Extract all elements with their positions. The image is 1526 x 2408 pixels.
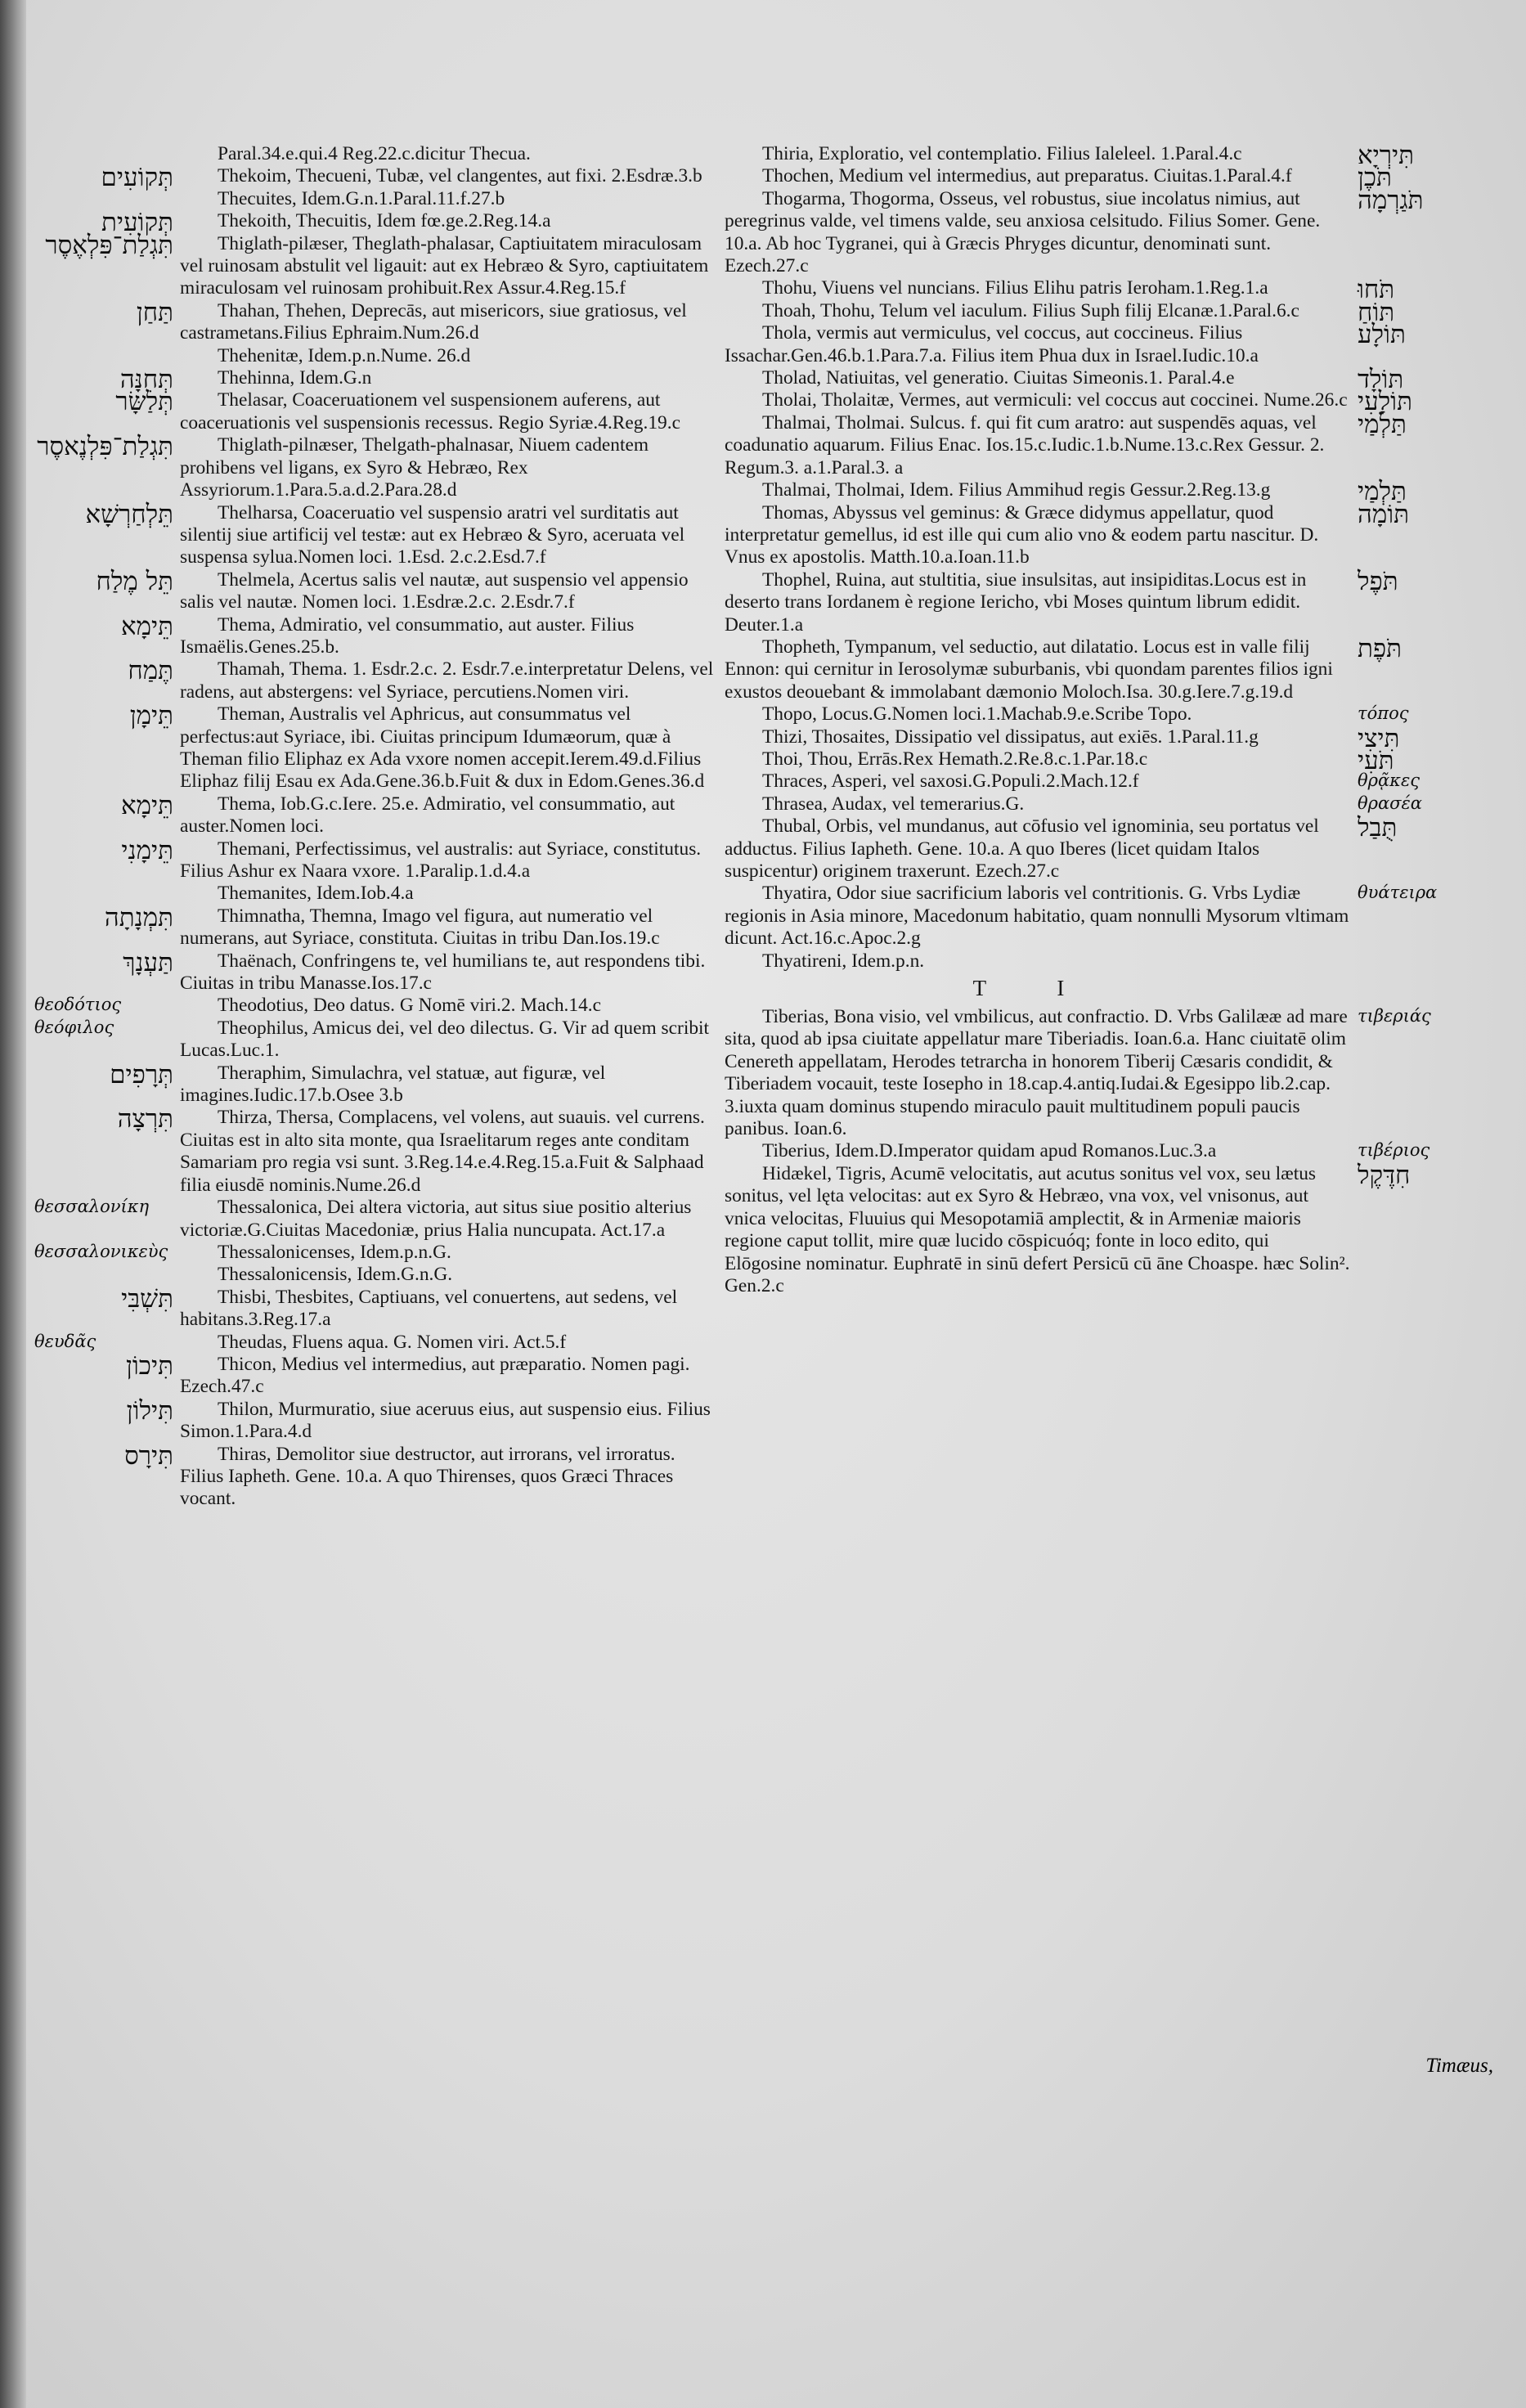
hebrew-headword: תִּרְצָה	[117, 1104, 173, 1134]
hebrew-headword: תּוֹלָעִי	[1358, 387, 1413, 417]
catchword: Timæus,	[1425, 2055, 1493, 2077]
greek-headword: τιβεριάς	[1358, 1006, 1431, 1027]
entry-text: Thizi, Thosaites, Dissipatio vel dissipatus, aut exiēs. 1.Paral.11.g	[762, 726, 1259, 748]
hebrew-headword: תּוֹחַ	[1358, 297, 1395, 327]
entry-text: Thekoith, Thecuitis, Idem fœ.ge.2.Reg.14.a	[218, 210, 551, 232]
dictionary-entry	[33, 1242, 720, 1264]
greek-headword: θρᾷκες	[1358, 770, 1420, 791]
entry-text: Thophel, Ruina, aut stultitia, siue insulsitas, aut insipiditas.Locus est in deserto trans Iordanem è regione Iericho, vbi Moses quintum librum edidit. Deuter.1.a	[725, 568, 1307, 636]
dictionary-entry	[33, 163, 720, 193]
entry-text: Tholad, Natiuitas, vel generatio. Ciuitas Simeonis.1. Paral.4.e	[762, 367, 1235, 389]
page-gutter	[0, 0, 26, 2408]
dictionary-entry	[33, 1264, 720, 1286]
dictionary-entry	[720, 703, 1510, 726]
entry-text: Thekoim, Thecueni, Tubæ, vel clangentes, aut fixi. 2.Esdræ.3.b	[218, 165, 702, 187]
dictionary-entry	[33, 1104, 720, 1197]
hebrew-headword: תִּגְלַת־פִּלְאֶסֶר	[45, 230, 173, 260]
hebrew-headword: תֹּעִי	[1358, 745, 1394, 775]
hebrew-headword: תַּלְמַי	[1358, 409, 1407, 439]
dictionary-entry	[33, 995, 720, 1017]
hebrew-headword: תִּירָס	[124, 1440, 173, 1471]
dictionary-entry	[720, 275, 1510, 305]
dictionary-entry	[33, 1018, 720, 1062]
entry-text: Thaënach, Confringens te, vel humilians te, aut respondens tibi. Ciuitas in tribu Manasse.Ios.17.c	[180, 950, 706, 995]
dictionary-entry	[720, 793, 1510, 815]
hebrew-headword: תְּקוֹעִית	[101, 208, 173, 238]
dictionary-entry	[720, 950, 1510, 973]
hebrew-headword: תֵּימָן	[129, 701, 173, 731]
entry-text: Thelharsa, Coaceruatio vel suspensio aratri vel surditatis aut silentij siue artificij vel testæ: aut ex Hebræo & Syro, aceruata vel suspensa sylua.Nomen loci. 1.Esd. 2.c.2.Esd.7.f	[180, 501, 685, 568]
hebrew-headword: תֹּחוּ	[1358, 275, 1395, 305]
dictionary-entry	[720, 141, 1510, 170]
dictionary-entry	[720, 633, 1510, 703]
entry-text: Thema, Admiratio, vel consummatio, aut auster. Filius Ismaëlis.Genes.25.b.	[180, 613, 635, 658]
dictionary-entry	[33, 143, 720, 165]
dictionary-entry	[33, 208, 720, 238]
dictionary-entry	[720, 322, 1510, 367]
greek-headword: θεοδότιος	[34, 995, 122, 1015]
dictionary-entry	[33, 1350, 720, 1399]
entry-text: Thelasar, Coaceruationem vel suspensionem auferens, aut coaceruationis vel suspensionis recessus. Regio Syriæ.4.Reg.19.c	[180, 389, 680, 434]
hebrew-headword: תִּשְׁבִּי	[121, 1283, 173, 1314]
greek-headword: θυάτειρα	[1358, 883, 1438, 903]
dictionary-entry	[720, 1140, 1510, 1162]
entry-text: Thilon, Murmuratio, siue aceruus eius, aut suspensio eius. Filius Simon.1.Para.4.d	[180, 1398, 711, 1443]
hebrew-headword: תִּילוֹן	[126, 1395, 173, 1426]
entry-text: Thelmela, Acertus salis vel nautæ, aut suspensio vel appensio salis vel nautæ. Nomen loci. 1.Esdræ.2.c. 2.Esdr.7.f	[180, 568, 689, 613]
entry-text: Themani, Perfectissimus, vel australis: aut Syriace, constitutus. Filius Ashur ex Naara vxore. 1.Paralip.1.d.4.a	[180, 838, 702, 882]
greek-headword: τόπος	[1358, 703, 1409, 724]
greek-headword: θρασέα	[1358, 793, 1422, 813]
hebrew-headword: תְּרָפִים	[110, 1059, 173, 1089]
entry-text: Thimnatha, Themna, Imago vel figura, aut numeratio vel numerans, aut Syriace, constituta. Ciuitas in tribu Dan.Ios.19.c	[180, 905, 660, 950]
dictionary-entry	[720, 297, 1510, 327]
hebrew-headword: תַּחַן	[136, 297, 173, 327]
entry-text: Thehenitæ, Idem.p.n.Nume. 26.d	[218, 344, 471, 366]
dictionary-entry	[33, 499, 720, 569]
hebrew-headword: תֶּמַח	[128, 656, 173, 686]
entry-text: Theophilus, Amicus dei, vel deo dilectus. G. Vir ad quem scribit Lucas.Luc.1.	[180, 1017, 710, 1062]
dictionary-entry	[33, 835, 720, 883]
dictionary-entry	[33, 947, 720, 995]
hebrew-headword: תִּגְלַת־פִּלְנֶאסֶר	[37, 432, 173, 462]
entry-text: Themanites, Idem.Iob.4.a	[218, 883, 414, 905]
hebrew-headword: תֹּכֶן	[1358, 163, 1392, 193]
entry-text: Thoi, Thou, Errās.Rex Hemath.2.Re.8.c.1.Par.18.c	[762, 748, 1148, 770]
entry-text: Thiglath-pilnæser, Thelgath-phalnasar, Niuem cadentem prohibens vel ligans, ex Syro & Hebræo, Rex Assyriorum.1.Para.5.a.d.2.Para.28.d	[180, 434, 649, 501]
hebrew-headword: תֹּפֶל	[1358, 566, 1398, 596]
dictionary-entry	[720, 566, 1510, 636]
dictionary-entry	[33, 230, 720, 300]
entry-text: Thohu, Viuens vel nuncians. Filius Elihu patris Ieroham.1.Reg.1.a	[762, 277, 1268, 299]
dictionary-entry	[720, 365, 1510, 395]
hebrew-headword: תֵּימָא	[120, 790, 173, 820]
dictionary-entry	[33, 1283, 720, 1332]
entry-text: Paral.34.e.qui.4 Reg.22.c.dicitur Thecua.	[218, 143, 531, 164]
entry-text: Thisbi, Thesbites, Captiuans, vel conuertens, aut sedens, vel habitans.3.Reg.17.a	[180, 1286, 678, 1331]
entry-text: Thiglath-pilæser, Theglath-phalasar, Captiuitatem miraculosam vel ruinosam abstulit vel ligauit: aut ex Hebræo & Syro, captiuitatem miraculosam vel ruinosam prohibuit.Rex Assur.4.Reg.15.f	[180, 232, 709, 299]
entry-text: Thahan, Thehen, Deprecās, aut misericors, siue gratiosus, vel castrametans.Filius Ephraim.Num.26.d	[180, 299, 687, 344]
entry-text: Thyatira, Odor siue sacrificium laboris vel contritionis. G. Vrbs Lydiæ regionis in Asia minore, Macedonum habitatio, quam nonnulli Mysorum vltimam dicunt. Act.16.c.Apoc.2.g	[725, 883, 1349, 950]
dictionary-entry	[33, 297, 720, 345]
hebrew-headword: תֹּגַרְמָה	[1358, 185, 1424, 215]
dictionary-entry	[33, 703, 720, 793]
entry-text: Thoah, Thohu, Telum vel iaculum. Filius Suph filij Elcanæ.1.Paral.6.c	[762, 299, 1299, 321]
dictionary-entry	[720, 163, 1510, 193]
dictionary-entry	[33, 345, 720, 367]
entry-text: Thochen, Medium vel intermedius, aut preparatus. Ciuitas.1.Paral.4.f	[762, 165, 1292, 187]
entry-text: Thubal, Orbis, vel mundanus, aut cōfusio vel ignominia, seu portatus vel adductus. Filius Iapheth. Gene. 10.a. A quo Iberes (licet quidam Italos suspicentur) originem traxerunt. Ezech.27.c	[725, 815, 1319, 882]
hebrew-headword: תִּמְנָתָה	[104, 902, 173, 932]
hebrew-headword: תִּיכוֹן	[125, 1350, 173, 1381]
dictionary-entry	[720, 815, 1510, 883]
entry-text: Theman, Australis vel Aphricus, aut consummatus vel perfectus:aut Syriace, ibi. Ciuitas principum Idumæorum, quæ à Theman filio Eliphaz ex Ada vxore nomen accepit.Ierem.49.d.Filius Eliphaz filij Esau ex Ada.Gene.36.b.Fuit & dux in Edom.Genes.36.d	[180, 703, 705, 793]
dictionary-entry	[33, 611, 720, 659]
dictionary-entry	[720, 409, 1510, 479]
dictionary-entry	[33, 188, 720, 210]
entry-text: Thyatireni, Idem.p.n.	[762, 950, 925, 972]
left-column	[33, 143, 720, 1511]
dictionary-entry	[33, 790, 720, 838]
entry-text: Hidækel, Tigris, Acumē velocitatis, aut acutus sonitus vel vox, seu lætus sonitus, vel lęta velocitas: aut ex Syro & Hebræo, vna vox, vel vnisonus, aut vnica velocitas, Fluuius qui Mesopotamiā amplectit, & in Armeniæ maioris regione caput tollit, mire quæ lucido cōspicuóq; fonte in loco edito, qui Elōgosine nominatur. Euphratē in sinū defert Persicū cū āne Choaspe. hæc Solin². Gen.2.c	[725, 1162, 1350, 1296]
right-column	[720, 143, 1510, 1297]
dictionary-entry	[720, 185, 1510, 278]
section-heading: T I	[972, 976, 1097, 1001]
entry-text: Thrasea, Audax, vel temerarius.G.	[762, 793, 1025, 815]
dictionary-entry	[33, 566, 720, 614]
hebrew-headword: תְּחִנָּה	[119, 365, 173, 395]
hebrew-headword: חִדֶּקֶל	[1358, 1160, 1411, 1190]
hebrew-headword: תִּיצִי	[1358, 723, 1400, 753]
entry-text: Thalmai, Tholmai. Sulcus. f. qui fit cum aratro: aut suspendēs aquas, vel coadunatio aquarum. Filius Enac. Ios.15.c.Iudic.1.b.Nume.13.c.Rex Gessur. 2. Regum.3. a.1.Paral.3. a	[725, 411, 1325, 478]
dictionary-entry	[720, 387, 1510, 417]
entry-text: Theodotius, Deo datus. G Nomē viri.2. Mach.14.c	[218, 995, 602, 1017]
entry-text: Theraphim, Simulachra, vel statuæ, aut figuræ, vel imagines.Iudic.17.b.Osee 3.b	[180, 1062, 606, 1107]
dictionary-entry	[33, 1332, 720, 1354]
entry-text: Thopo, Locus.G.Nomen loci.1.Machab.9.e.Scribe Topo.	[762, 703, 1192, 726]
dictionary-entry	[33, 658, 720, 703]
entry-text: Thalmai, Tholmai, Idem. Filius Ammihud regis Gessur.2.Reg.13.g	[762, 479, 1271, 501]
entry-text: Thicon, Medius vel intermedius, aut præparatio. Nomen pagi. Ezech.47.c	[180, 1353, 690, 1398]
greek-headword: θευδᾶς	[34, 1331, 96, 1351]
dictionary-entry	[720, 499, 1510, 569]
hebrew-headword: תּוֹלָע	[1358, 320, 1406, 350]
hebrew-headword: תַּלְמַי	[1358, 477, 1407, 507]
dictionary-entry	[33, 1440, 720, 1511]
hebrew-headword: תֵּל מֶלַח	[96, 566, 173, 596]
entry-text: Thirza, Thersa, Complacens, vel volens, aut suauis. vel currens. Ciuitas est in alto sita monte, qua Israelitarum reges ante conditam Samariam pro regia vsi sunt. 3.Reg.14.e.4.Reg.15.a.Fuit & Salphaad filia eiusdē nominis.Nume.26.d	[180, 1107, 705, 1196]
hebrew-headword: תִּירְיָא	[1358, 141, 1414, 170]
hebrew-headword: תּוֹלָד	[1358, 365, 1404, 395]
dictionary-entry	[720, 477, 1510, 507]
dictionary-entry	[720, 1160, 1510, 1297]
dictionary-entry	[720, 883, 1510, 950]
entry-text: Theudas, Fluens aqua. G. Nomen viri. Act.5.f	[218, 1331, 567, 1353]
entry-text: Thessalonicenses, Idem.p.n.G.	[218, 1241, 451, 1263]
entry-text: Thopheth, Tympanum, vel seductio, aut dilatatio. Locus est in valle filij Ennon: qui cernitur in Ierosolymæ suburbanis, vbi quondam parentes filios igni exustos deouebant & immolabant dæmonio Moloch.Isa. 30.g.Iere.7.g.19.d	[725, 636, 1333, 703]
dictionary-entry	[720, 745, 1510, 775]
entry-text: Thessalonicensis, Idem.G.n.G.	[218, 1264, 453, 1286]
entry-text: Thiras, Demolitor siue destructor, aut irrorans, vel irroratus. Filius Iapheth. Gene. 10.a. A quo Thirenses, quos Græci Thraces vocant.	[180, 1443, 675, 1510]
entry-text: Tiberius, Idem.D.Imperator quidam apud Romanos.Luc.3.a	[762, 1140, 1217, 1162]
dictionary-entry	[33, 902, 720, 950]
entry-text: Thessalonica, Dei altera victoria, aut situs siue positio alterius victoriæ.G.Ciuitas Macedoniæ, prius Halia nuncupata. Act.17.a	[180, 1197, 692, 1241]
hebrew-headword: תַּעְנָךְ	[123, 947, 173, 977]
hebrew-headword: תֵּימָא	[120, 611, 173, 641]
hebrew-headword: תֵּימָנִי	[121, 835, 173, 865]
entry-text: Thomas, Abyssus vel geminus: & Græce didymus appellatur, quod interpretatur gemellus, id est ille qui cum alio vno & eodem partu nascitur. D. Vnus ex apostolis. Matth.10.a.Ioan.11.b	[725, 501, 1319, 568]
greek-headword: θεσσαλονικεὺς	[34, 1241, 168, 1261]
greek-headword: θεσσαλονίκη	[34, 1197, 150, 1217]
hebrew-headword: תֻּבַל	[1358, 813, 1398, 843]
dictionary-entry	[33, 1197, 720, 1242]
dictionary-entry	[720, 723, 1510, 753]
hebrew-headword: תֵּלְחַרְשָׁא	[85, 499, 173, 529]
entry-text: Tiberias, Bona visio, vel vmbilicus, aut confractio. D. Vrbs Galilææ ad mare sita, quod ab ipsa ciuitate appellatur mare Tiberiadis. Ioan.6.a. Hanc ciuitatē olim Cenereth appellatam, Herodes tetrarcha in honorem Tiberij Cæsaris condidit, & Tiberiadem vocauit, teste Iosepho in 18.cap.4.antiq.Iudai.& Egesippo lib.2.cap. 3.iuxta quam dominus stupendo miraculo pauit multitudinem populi paucis panibus. Ioan.6.	[725, 1006, 1348, 1140]
entry-text: Thola, vermis aut vermiculus, vel coccus, aut coccineus. Filius Issachar.Gen.46.b.1.Para.7.a. Filius item Phua dux in Israel.Iudic.10.a	[725, 322, 1259, 366]
greek-headword: θεόφιλος	[34, 1017, 114, 1037]
dictionary-entry	[33, 434, 720, 501]
entry-text: Tholai, Tholaitæ, Vermes, aut vermiculi: vel coccus aut coccinei. Nume.26.c	[762, 389, 1348, 411]
dictionary-entry	[33, 389, 720, 434]
entry-text: Thiria, Exploratio, vel contemplatio. Filius Ialeleel. 1.Paral.4.c	[762, 143, 1242, 164]
entry-text: Thraces, Asperi, vel saxosi.G.Populi.2.Mach.12.f	[762, 770, 1139, 793]
entry-text: Thogarma, Thogorma, Osseus, vel robustus, siue incolatus nimius, aut peregrinus valde, vel timens valde, seu anxiosa celsitudo. Filius Somer. Gene. 10.a. Ab hoc Tygranei, qui à Græcis Phryges dicuntur, denominati sunt. Ezech.27.c	[725, 187, 1321, 277]
greek-headword: τιβέριος	[1358, 1140, 1430, 1161]
dictionary-entry	[720, 770, 1510, 793]
hebrew-headword: תְּלַשָּׂר	[115, 387, 173, 417]
dictionary-entry	[33, 365, 720, 395]
entry-text: Thamah, Thema. 1. Esdr.2.c. 2. Esdr.7.e.interpretatur Delens, vel radens, aut abstergens: vel Syriace, percutiens.Nomen viri.	[180, 658, 714, 703]
dictionary-entry	[33, 1059, 720, 1107]
entry-text: Thecuites, Idem.G.n.1.Paral.11.f.27.b	[218, 187, 505, 209]
hebrew-headword: תֹּפֶת	[1358, 633, 1403, 663]
entry-text: Thema, Iob.G.c.Iere. 25.e. Admiratio, vel consummatio, aut auster.Nomen loci.	[180, 793, 675, 838]
dictionary-entry	[33, 883, 720, 905]
entry-text: Thehinna, Idem.G.n	[218, 367, 372, 389]
dictionary-entry	[33, 1395, 720, 1444]
hebrew-headword: תְּקוֹעִים	[101, 163, 173, 193]
hebrew-headword: תּוֹמָה	[1358, 499, 1410, 529]
dictionary-entry	[720, 1006, 1510, 1140]
